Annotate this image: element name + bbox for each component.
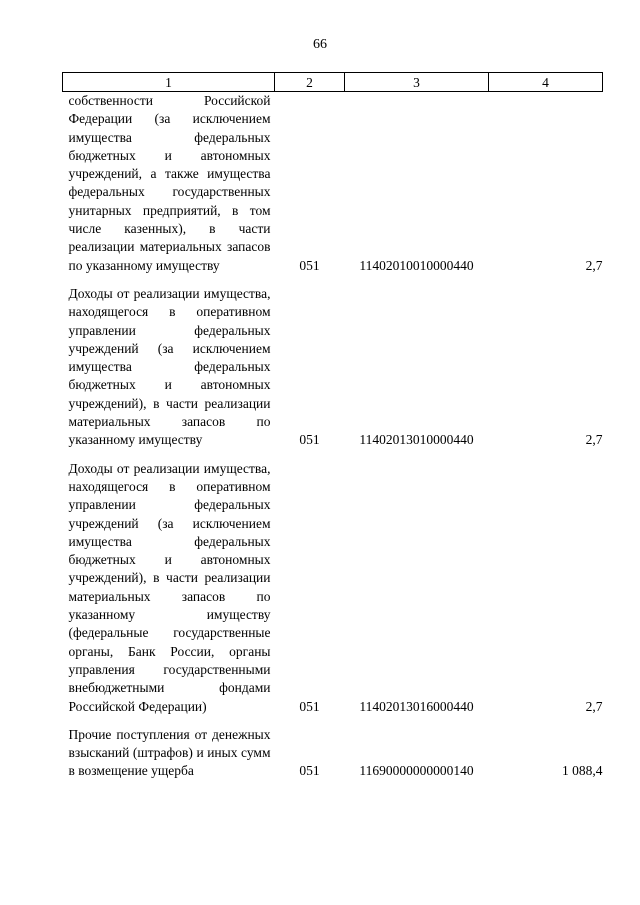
row-amount: 1 088,4 [562, 763, 603, 779]
row-description: собственности Российской Федерации (за исключением имущества федеральных бюджетных и автономных учреждений, а также имущества федеральных государственных унитарных предприятий, в том числе казенных), в части реализации материальных запасов по указанному имуществу [68, 93, 271, 273]
table-row [63, 92, 603, 275]
row-description: Доходы от реализации имущества, находящегося в оперативном управлении федеральных учреждений (за исключением имущества федеральных бюджетных и автономных учреждений), в части реализации материальных запасов по указанному имуществу (федеральные государственные органы, Банк России, органы управления государственными внебюджетными фондами Российской Федерации) [68, 460, 271, 714]
row-admin-code: 051 [299, 763, 320, 779]
table-row [63, 460, 603, 716]
row-budget-code: 11402013016000440 [359, 698, 474, 714]
row-spacer [63, 716, 603, 726]
row-budget-code: 11402013010000440 [359, 432, 474, 448]
row-amount: 2,7 [585, 257, 603, 273]
table-row [63, 285, 603, 450]
row-spacer [63, 450, 603, 460]
row-description: Прочие поступления от денежных взысканий (штрафов) и иных сумм в возмещение ущерба [68, 726, 271, 779]
column-header-amount: 4 [489, 73, 603, 92]
row-budget-code: 11690000000000140 [359, 763, 474, 779]
column-header-description: 1 [63, 73, 275, 92]
row-budget-code: 11402010010000440 [359, 257, 474, 273]
row-admin-code: 051 [299, 432, 320, 448]
row-spacer [63, 275, 603, 285]
row-admin-code: 051 [299, 257, 320, 273]
page-number: 66 [313, 37, 327, 52]
table-header-row [63, 73, 603, 92]
budget-table [62, 72, 603, 781]
table-row [63, 726, 603, 781]
row-description: Доходы от реализации имущества, находящегося в оперативном управлении федеральных учреждений (за исключением имущества федеральных бюджетных и автономных учреждений), в части реализации материальных запасов по указанному имуществу [68, 285, 271, 448]
row-amount: 2,7 [585, 432, 603, 448]
row-amount: 2,7 [585, 698, 603, 714]
row-admin-code: 051 [299, 698, 320, 714]
column-header-code: 3 [345, 73, 489, 92]
column-header-admin: 2 [275, 73, 345, 92]
